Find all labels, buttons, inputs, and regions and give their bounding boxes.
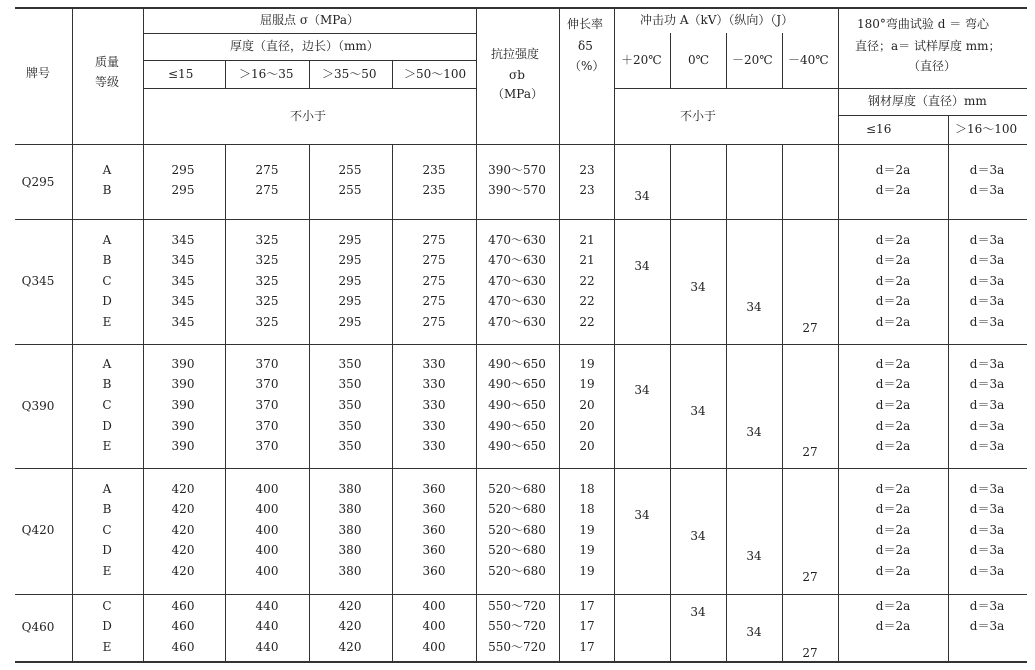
yield-value: 360 <box>422 543 446 557</box>
yield-value: 295 <box>338 233 362 247</box>
yield-value: 460 <box>171 599 195 613</box>
yield-value: 400 <box>422 640 446 654</box>
bend-small: d＝2a <box>875 599 911 613</box>
bend-large: d＝3a <box>969 294 1005 308</box>
yield-value: 400 <box>255 502 279 516</box>
bend-small: d＝2a <box>875 419 911 433</box>
elongation: 20 <box>579 419 595 433</box>
header-bend-3: （直径） <box>908 59 957 73</box>
elongation: 19 <box>579 543 595 557</box>
yield-value: 400 <box>422 599 446 613</box>
quality-grade: D <box>102 419 112 433</box>
tensile-strength: 470～630 <box>488 274 546 288</box>
yield-value: 345 <box>171 253 195 267</box>
yield-value: 275 <box>422 233 446 247</box>
yield-value: 380 <box>338 482 362 496</box>
yield-value: 420 <box>338 619 362 633</box>
bend-small: d＝2a <box>875 377 911 391</box>
yield-value: 370 <box>255 439 279 453</box>
quality-grade: C <box>102 523 112 537</box>
yield-value: 345 <box>171 294 195 308</box>
bend-large: d＝3a <box>969 357 1005 371</box>
yield-value: 295 <box>338 274 362 288</box>
yield-value: 295 <box>171 183 195 197</box>
yield-value: 325 <box>255 253 279 267</box>
elongation: 18 <box>579 502 595 516</box>
bend-large: d＝3a <box>969 502 1005 516</box>
yield-value: 400 <box>422 619 446 633</box>
yield-value: 420 <box>171 564 195 578</box>
elongation: 20 <box>579 439 595 453</box>
grade-label: Q295 <box>21 175 55 189</box>
bend-small: d＝2a <box>875 439 911 453</box>
header-impact-col-3: －20℃ <box>732 53 773 67</box>
yield-value: 420 <box>171 482 195 496</box>
elongation: 17 <box>579 640 595 654</box>
quality-grade: A <box>102 482 112 496</box>
grade-label: Q390 <box>21 399 55 413</box>
bend-small: d＝2a <box>875 357 911 371</box>
yield-value: 325 <box>255 294 279 308</box>
elongation: 23 <box>579 163 595 177</box>
impact-value: 34 <box>634 508 650 522</box>
tensile-strength: 490～650 <box>488 357 546 371</box>
quality-grade: A <box>102 233 112 247</box>
yield-value: 275 <box>255 163 279 177</box>
header-quality-2: 等级 <box>95 75 120 89</box>
header-thickness-col-2: ＞16～35 <box>239 67 294 81</box>
header-thickness-col-4: ＞50～100 <box>404 67 467 81</box>
tensile-strength: 490～650 <box>488 419 546 433</box>
tensile-strength: 470～630 <box>488 294 546 308</box>
grade-label: Q345 <box>21 274 55 288</box>
header-thickness: 厚度（直径，边长）（mm） <box>230 39 379 53</box>
bend-large: d＝3a <box>969 183 1005 197</box>
yield-value: 370 <box>255 419 279 433</box>
tensile-strength: 490～650 <box>488 377 546 391</box>
elongation: 19 <box>579 357 595 371</box>
quality-grade: E <box>102 640 112 654</box>
header-bend-1: 180°弯曲试验 d ＝ 弯心 <box>857 17 990 31</box>
bend-small: d＝2a <box>875 564 911 578</box>
impact-value: 34 <box>690 529 706 543</box>
yield-value: 380 <box>338 564 362 578</box>
header-min-right: 不小于 <box>680 109 717 123</box>
quality-grade: A <box>102 357 112 371</box>
yield-value: 460 <box>171 619 195 633</box>
bend-small: d＝2a <box>875 619 911 633</box>
quality-grade: B <box>102 183 112 197</box>
tensile-strength: 470～630 <box>488 233 546 247</box>
yield-value: 390 <box>171 419 195 433</box>
bend-small: d＝2a <box>875 543 911 557</box>
bend-small: d＝2a <box>875 274 911 288</box>
yield-value: 350 <box>338 377 362 391</box>
bend-small: d＝2a <box>875 163 911 177</box>
quality-grade: A <box>102 163 112 177</box>
elongation: 19 <box>579 523 595 537</box>
elongation: 19 <box>579 564 595 578</box>
yield-value: 440 <box>255 619 279 633</box>
tensile-strength: 550～720 <box>488 640 546 654</box>
bend-large: d＝3a <box>969 253 1005 267</box>
yield-value: 345 <box>171 315 195 329</box>
yield-value: 420 <box>171 543 195 557</box>
quality-grade: C <box>102 599 112 613</box>
yield-value: 440 <box>255 599 279 613</box>
yield-value: 295 <box>338 294 362 308</box>
yield-value: 295 <box>338 315 362 329</box>
elongation: 22 <box>579 315 595 329</box>
quality-grade: D <box>102 619 112 633</box>
header-plate-col-2: ＞16～100 <box>955 122 1018 136</box>
impact-value: 34 <box>690 404 706 418</box>
impact-value: 27 <box>802 570 818 584</box>
yield-value: 370 <box>255 377 279 391</box>
impact-value: 34 <box>746 549 762 563</box>
grade-label: Q460 <box>21 620 55 634</box>
yield-value: 370 <box>255 398 279 412</box>
grade-label: Q420 <box>21 523 55 537</box>
tensile-strength: 470～630 <box>488 253 546 267</box>
header-thickness-col-1: ≤15 <box>168 67 194 81</box>
header-grade: 牌号 <box>26 66 51 80</box>
yield-value: 420 <box>338 599 362 613</box>
tensile-strength: 550～720 <box>488 619 546 633</box>
tensile-strength: 520～680 <box>488 523 546 537</box>
header-elong-2: δ5 <box>578 39 593 53</box>
bend-large: d＝3a <box>969 619 1005 633</box>
bend-large: d＝3a <box>969 543 1005 557</box>
tensile-strength: 520～680 <box>488 564 546 578</box>
yield-value: 400 <box>255 523 279 537</box>
bend-large: d＝3a <box>969 398 1005 412</box>
quality-grade: C <box>102 274 112 288</box>
impact-value: 34 <box>690 280 706 294</box>
impact-value: 34 <box>746 425 762 439</box>
quality-grade: E <box>102 564 112 578</box>
header-min-left: 不小于 <box>290 109 327 123</box>
impact-value: 34 <box>746 300 762 314</box>
tensile-strength: 520～680 <box>488 543 546 557</box>
yield-value: 440 <box>255 640 279 654</box>
header-tensile-1: 抗拉强度 <box>491 47 540 61</box>
header-quality-1: 质量 <box>95 55 120 69</box>
yield-value: 275 <box>422 274 446 288</box>
yield-value: 235 <box>422 183 446 197</box>
tensile-strength: 490～650 <box>488 439 546 453</box>
header-impact: 冲击功 A（kV）（纵向）（J） <box>640 13 794 27</box>
bend-small: d＝2a <box>875 233 911 247</box>
yield-value: 330 <box>422 439 446 453</box>
impact-value: 34 <box>690 605 706 619</box>
impact-value: 27 <box>802 445 818 459</box>
yield-value: 255 <box>338 163 362 177</box>
yield-value: 420 <box>171 523 195 537</box>
bend-large: d＝3a <box>969 163 1005 177</box>
header-yield: 屈服点 σ（MPa） <box>260 13 359 27</box>
bend-small: d＝2a <box>875 253 911 267</box>
tensile-strength: 490～650 <box>488 398 546 412</box>
yield-value: 325 <box>255 315 279 329</box>
yield-value: 325 <box>255 233 279 247</box>
elongation: 23 <box>579 183 595 197</box>
yield-value: 390 <box>171 398 195 412</box>
yield-value: 295 <box>338 253 362 267</box>
elongation: 20 <box>579 398 595 412</box>
bend-small: d＝2a <box>875 183 911 197</box>
yield-value: 255 <box>338 183 362 197</box>
header-elong-3: （%） <box>569 59 605 73</box>
bend-large: d＝3a <box>969 377 1005 391</box>
yield-value: 460 <box>171 640 195 654</box>
yield-value: 400 <box>255 564 279 578</box>
yield-value: 345 <box>171 233 195 247</box>
yield-value: 235 <box>422 163 446 177</box>
yield-value: 360 <box>422 564 446 578</box>
tensile-strength: 520～680 <box>488 482 546 496</box>
impact-value: 34 <box>634 259 650 273</box>
yield-value: 275 <box>422 294 446 308</box>
header-plate: 钢材厚度（直径）mm <box>868 94 987 108</box>
elongation: 17 <box>579 619 595 633</box>
yield-value: 350 <box>338 398 362 412</box>
impact-value: 27 <box>802 321 818 335</box>
tensile-strength: 390～570 <box>488 183 546 197</box>
bend-large: d＝3a <box>969 315 1005 329</box>
bend-small: d＝2a <box>875 502 911 516</box>
bend-small: d＝2a <box>875 482 911 496</box>
yield-value: 330 <box>422 357 446 371</box>
yield-value: 380 <box>338 543 362 557</box>
yield-value: 345 <box>171 274 195 288</box>
elongation: 21 <box>579 233 595 247</box>
bend-small: d＝2a <box>875 315 911 329</box>
bend-large: d＝3a <box>969 419 1005 433</box>
impact-value: 27 <box>802 646 818 660</box>
bend-large: d＝3a <box>969 233 1005 247</box>
quality-grade: C <box>102 398 112 412</box>
bend-small: d＝2a <box>875 398 911 412</box>
bend-large: d＝3a <box>969 482 1005 496</box>
tensile-strength: 520～680 <box>488 502 546 516</box>
quality-grade: B <box>102 502 112 516</box>
header-impact-col-1: ＋20℃ <box>621 53 662 67</box>
header-tensile-2: σb <box>509 68 525 82</box>
quality-grade: B <box>102 253 112 267</box>
yield-value: 330 <box>422 398 446 412</box>
yield-value: 370 <box>255 357 279 371</box>
quality-grade: B <box>102 377 112 391</box>
tensile-strength: 390～570 <box>488 163 546 177</box>
elongation: 21 <box>579 253 595 267</box>
yield-value: 350 <box>338 419 362 433</box>
yield-value: 420 <box>338 640 362 654</box>
yield-value: 275 <box>255 183 279 197</box>
yield-value: 380 <box>338 523 362 537</box>
header-thickness-col-3: ＞35～50 <box>322 67 377 81</box>
quality-grade: D <box>102 543 112 557</box>
quality-grade: E <box>102 439 112 453</box>
yield-value: 350 <box>338 439 362 453</box>
quality-grade: D <box>102 294 112 308</box>
elongation: 22 <box>579 274 595 288</box>
header-bend-2: 直径；a＝ 试样厚度 mm； <box>855 39 1001 53</box>
yield-value: 275 <box>422 315 446 329</box>
bend-large: d＝3a <box>969 564 1005 578</box>
header-impact-col-4: －40℃ <box>788 53 829 67</box>
header-elong-1: 伸长率 <box>567 17 604 31</box>
yield-value: 330 <box>422 377 446 391</box>
yield-value: 295 <box>171 163 195 177</box>
quality-grade: E <box>102 315 112 329</box>
elongation: 18 <box>579 482 595 496</box>
yield-value: 360 <box>422 482 446 496</box>
yield-value: 390 <box>171 357 195 371</box>
header-impact-col-2: 0℃ <box>688 53 710 67</box>
tensile-strength: 550～720 <box>488 599 546 613</box>
bend-small: d＝2a <box>875 294 911 308</box>
yield-value: 400 <box>255 482 279 496</box>
yield-value: 330 <box>422 419 446 433</box>
impact-value: 34 <box>746 625 762 639</box>
header-plate-col-1: ≤16 <box>866 122 892 136</box>
tensile-strength: 470～630 <box>488 315 546 329</box>
yield-value: 400 <box>255 543 279 557</box>
yield-value: 390 <box>171 377 195 391</box>
yield-value: 390 <box>171 439 195 453</box>
yield-value: 380 <box>338 502 362 516</box>
header-tensile-3: （MPa） <box>492 87 543 101</box>
elongation: 19 <box>579 377 595 391</box>
elongation: 17 <box>579 599 595 613</box>
yield-value: 325 <box>255 274 279 288</box>
yield-value: 420 <box>171 502 195 516</box>
impact-value: 34 <box>634 189 650 203</box>
yield-value: 275 <box>422 253 446 267</box>
bend-large: d＝3a <box>969 439 1005 453</box>
bend-large: d＝3a <box>969 599 1005 613</box>
yield-value: 360 <box>422 523 446 537</box>
bend-large: d＝3a <box>969 523 1005 537</box>
bend-large: d＝3a <box>969 274 1005 288</box>
impact-value: 34 <box>634 383 650 397</box>
bend-small: d＝2a <box>875 523 911 537</box>
elongation: 22 <box>579 294 595 308</box>
yield-value: 360 <box>422 502 446 516</box>
yield-value: 350 <box>338 357 362 371</box>
